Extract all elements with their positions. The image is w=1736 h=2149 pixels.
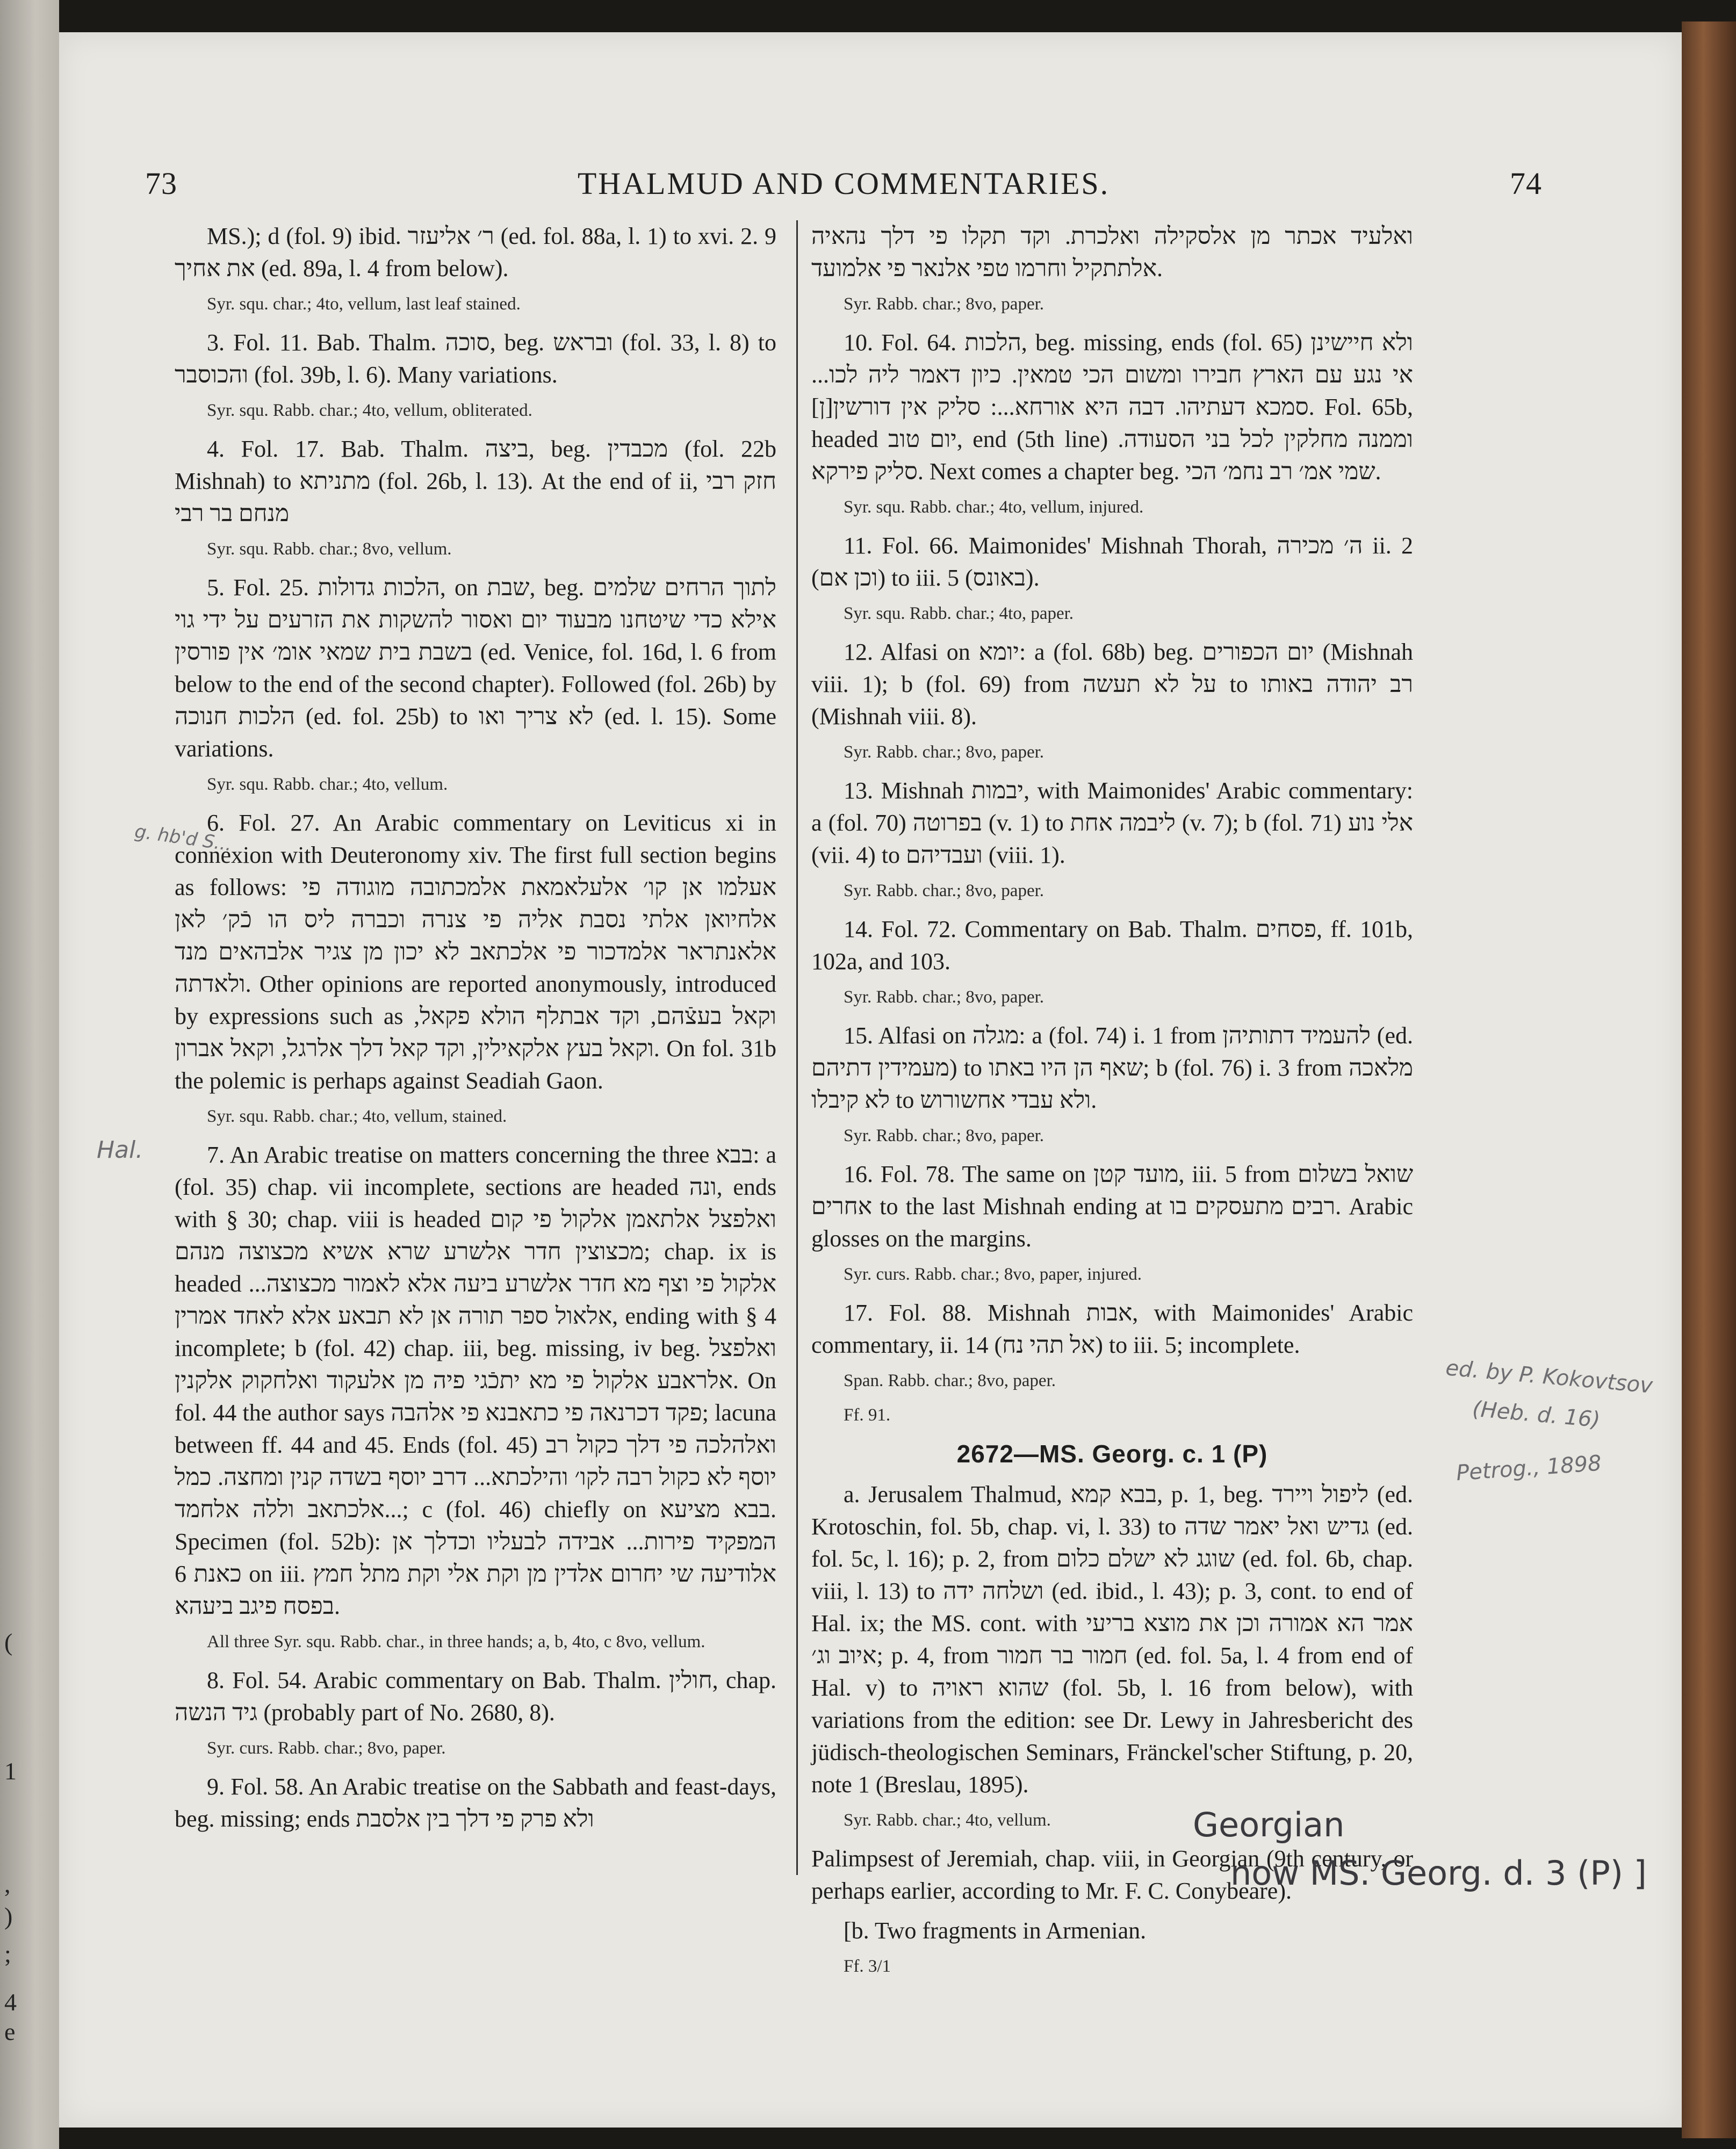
description-line: Syr. squ. Rabb. char.; 4to, vellum. — [207, 775, 448, 794]
description-line: Syr. squ. Rabb. char.; 4to, vellum, stained. — [207, 1107, 507, 1126]
right-page-number: 74 — [1510, 166, 1542, 201]
description-line: Syr. curs. Rabb. char.; 8vo, paper. — [207, 1739, 446, 1758]
edge-mark: , — [4, 1870, 11, 1898]
description-line: Ff. 3/1 — [844, 1957, 891, 1976]
entry-paragraph: 17. Fol. 88. Mishnah אבות, with Maimonides' Arabic commentary, ii. 14 (אל תהי נח) to iii. 5; incomplete. — [811, 1300, 1413, 1358]
margin-note-shelfmark: (Heb. d. 16) — [1471, 1396, 1601, 1433]
edge-mark: ( — [4, 1628, 13, 1656]
margin-note-place-year: Petrog., 1898 — [1455, 1451, 1602, 1486]
description-line: All three Syr. squ. Rabb. char., in three hands; a, b, 4to, c 8vo, vellum. — [207, 1632, 705, 1652]
entry-paragraph: Palimpsest of Jeremiah, chap. viii, in Georgian (9th century, or perhaps earlier, according to Mr. F. C. Conybeare). — [811, 1845, 1413, 1904]
entry-paragraph: 16. Fol. 78. The same on מועד קטן, iii. 5 from שואל בשלום אחרים to the last Mishnah ending at רבים מתעסקים בו. Arabic glosses on the margins. — [811, 1161, 1413, 1252]
description-line: Syr. squ. Rabb. char.; 4to, paper. — [844, 604, 1074, 623]
entry-paragraph: MS.); d (fol. 9) ibid. ר׳ אליעזר (ed. fol. 88a, l. 1) to xvi. 2. 9 את אחיך (ed. 89a, l. 4 from below). — [175, 223, 776, 282]
entry-paragraph: 12. Alfasi on יומא: a (fol. 68b) beg. יום הכפורים (Mishnah viii. 1); b (fol. 69) from על לא תעשה to רב יהודה באותו (Mishnah viii. 8). — [811, 639, 1414, 730]
page-title: THALMUD AND COMMENTARIES. — [577, 166, 1110, 201]
description-line: Syr. Rabb. char.; 8vo, paper. — [844, 1126, 1045, 1145]
entry-paragraph: 11. Fol. 66. Maimonides' Mishnah Thorah, ה׳ מכירה ii. 2 (וכן אם) to iii. 5 (באונס). — [811, 532, 1413, 591]
entry-paragraph: 7. An Arabic treatise on matters concerning the three בבא: a (fol. 35) chap. vii incomplete, sections are headed ונה, ends with § 30; chap. viii is headed ואלפצל אלתאמן אלקול פי קום מכצוצין חדר אלשרע שרא אשיא מכצוצה מנהם; chap. ix is headed אלקול פי וצף מא חדר אלשרע ביעה אלא לאמור מכצוצה... אלאול ספר תורה אן לא תבאע אלא לאחד אמרין, ending with § 4 incomplete; b (fol. 42) chap. iii, beg. missing, iv beg. ואלפצל אלראבע אלקול פי מא יתכֿגי פיה מן אלעקוד ואלחקוק אלקנין. On fol. 44 the author says פקד דכרנאה פי כתאבנא פי אלהבה; lacuna between ff. 44 and 45. Ends (fol. 45) ואלהלכה פי דלך כקול רב יוסף לא כקול רבה לקו׳ והילכתא... דרב יוסף בשדה קנין ומחצה. כמל אלכתאב וללה אלחמד...; c (fol. 46) chiefly on בבא מציעא. Specimen (fol. 52b): המפקיד פירות... אבידה לבעליו וכדלך אן כאנת 6 on iii. אלודיעה שי יחרום אלדין מן וקת אלי וקת מתל חמץ בפסח פיגב ביעהא. — [175, 1142, 777, 1619]
entry-paragraph: [b. Two fragments in Armenian. — [844, 1917, 1147, 1944]
description-line: Syr. squ. Rabb. char.; 8vo, vellum. — [207, 539, 452, 559]
running-header — [145, 165, 1542, 208]
left-column — [175, 220, 776, 1843]
book-spine — [1682, 21, 1736, 2138]
edge-mark: 4 — [4, 1988, 17, 2016]
left-page-number: 73 — [145, 166, 177, 201]
description-line: Syr. curs. Rabb. char.; 8vo, paper, injured. — [844, 1265, 1142, 1284]
right-column — [811, 220, 1413, 1989]
description-line: Span. Rabb. char.; 8vo, paper. — [844, 1371, 1056, 1390]
edge-mark: e — [4, 2018, 16, 2045]
entry-heading: 2672—MS. Georg. c. 1 (P) — [956, 1440, 1268, 1468]
handwritten-georgian: Georgian — [1193, 1805, 1345, 1844]
entry-paragraph: 13. Mishnah יבמות, with Maimonides' Arabic commentary: a (fol. 70) בפרוטה (v. 1) to ליבמה אחת (v. 7); b (fol. 71) אלי נוע (vii. 4) to ועבדיהם (viii. 1). — [811, 777, 1413, 868]
description-line: Syr. Rabb. char.; 8vo, paper. — [844, 881, 1045, 900]
edge-mark: ) — [4, 1902, 13, 1930]
description-line: Syr. Rabb. char.; 8vo, paper. — [844, 987, 1045, 1007]
entry-paragraph: 10. Fol. 64. הלכות, beg. missing, ends (fol. 65) ולא חיישינן אי נגע עם הארץ חבירו ומשום הכי טמאין. כיון דאמר ליה לכו... סמכא דעתיהו. דבה היא אורחא...: סליק אין דורשין[ן]. Fol. 65b, headed יום טוב, end (5th line) וממנה מחלקין לכל בני הסעודה. סליק פירקא. Next comes a chapter beg. שמי אמ׳ רב נחמ׳ הכי. — [811, 329, 1414, 485]
entry-paragraph: a. Jerusalem Thalmud, בבא קמא, p. 1, beg. ליפול ויירד (ed. Krotoschin, fol. 5b, chap. vi, l. 33) to גדיש ואל יאמר שדה (ed. fol. 5c, l. 16); p. 2, from שוגג לא ישלם כלום (ed. fol. 6b, chap. viii, l. 13) to ושלחה ידה (ed. ibid., l. 43); p. 3, cont. to end of Hal. ix; the MS. cont. with אמר הא אמורה וכן את מוצא בריעי איוב וג׳; p. 4, from חמור בר חמור (ed. fol. 5a, l. 4 from end of Hal. v) to שהוא ראויה (fol. 5b, l. 16 from below), with variations from the edition: see Dr. Lewy in Jahresbericht des jüdisch-theologischen Seminars, Fränckel'scher Stiftung, p. 20, note 1 (Breslau, 1895). — [811, 1481, 1413, 1798]
column-divider — [796, 220, 798, 1875]
description-line: Syr. squ. Rabb. char.; 4to, vellum, obliterated. — [207, 401, 532, 420]
entry-paragraph: ואלעיד אכתר מן אלסקילה ואלכרת. וקד תקלו פי דלך נהאיה אלתתקיל וחרמו טפי אלנאר פי אלמועד. — [811, 223, 1413, 282]
description-line: Syr. Rabb. char.; 4to, vellum. — [844, 1811, 1051, 1830]
description-line: Syr. squ. Rabb. char.; 4to, vellum, injured. — [844, 497, 1144, 517]
entry-paragraph: 6. Fol. 27. An Arabic commentary on Leviticus xi in connexion with Deuteronomy xiv. The first full section begins as follows: אעלמו אן קו׳ אלעלאמאת אלמכתובה מוגודה פי אלחיואן אלתי נסבת אליה פי צנרה וכברה ליס הו כֿק׳ לאן אלאנתראר אלמדכור פי אלכתאב לא יכון מן צגיר אלבהאים מנד ולאדתה. Other opinions are reported anonymously, introduced by expressions such as וקאל בעצֿהם, וקד אבתלף הולא פקאל, וקאל בעץ אלקאילין, וקד קאל דלך אלרגל, וקאל אברון. On fol. 31b the polemic is perhaps against Seadiah Gaon. — [175, 810, 777, 1094]
entry-paragraph: 3. Fol. 11. Bab. Thalm. סוכה, beg. ובראש (fol. 33, l. 8) to והכוסבר (fol. 39b, l. 6). Many variations. — [175, 329, 777, 388]
margin-note-hal: Hal. — [97, 1136, 143, 1164]
description-line: Syr. Rabb. char.; 8vo, paper. — [844, 742, 1045, 762]
handwritten-new-shelfmark: now MS. Georg. d. 3 (P) ] — [1230, 1854, 1647, 1893]
margin-note-top: g. hb'd S... — [133, 820, 233, 856]
edge-mark: ; — [4, 1940, 11, 1967]
entry-paragraph: 5. Fol. 25. הלכות גדולות, on שבת, beg. לתוך הרחים שלמים אילא כדי שיטחנו מבעוד יום ואסור להשקות את הזרעים על ידי גוי בשבת בית שמאי אומ׳ אין פורסין (ed. Venice, fol. 16d, l. 6 from below to the end of the second chapter). Followed (fol. 26b) by הלכות חנוכה (ed. fol. 25b) to לא צריך ואו (ed. l. 15). Some variations. — [175, 574, 777, 762]
margin-note-editor: ed. by P. Kokovtsov — [1444, 1355, 1654, 1398]
entry-paragraph: 15. Alfasi on מגלה: a (fol. 74) i. 1 from להעמיד דתותיהן (ed. מעמידין דתיהם) to שאף הן היו באתו; b (fol. 76) i. 3 from מלאכה לא קיבלו to ולא עבדי אחשורוש. — [811, 1022, 1413, 1113]
edge-mark: 1 — [4, 1757, 17, 1785]
description-line: Syr. squ. char.; 4to, vellum, last leaf stained. — [207, 294, 521, 314]
left-edge-marks — [0, 0, 59, 2149]
entry-paragraph: 8. Fol. 54. Arabic commentary on Bab. Thalm. חולין, chap. גיד הנשה (probably part of No. 2680, 8). — [175, 1667, 776, 1726]
entry-paragraph: 14. Fol. 72. Commentary on Bab. Thalm. פסחים, ff. 101b, 102a, and 103. — [811, 916, 1413, 975]
description-line: Ff. 91. — [844, 1405, 891, 1425]
entry-paragraph: 4. Fol. 17. Bab. Thalm. ביצה, beg. מכבדין (fol. 22b Mishnah) to מתניתא (fol. 26b, l. 13). At the end of ii, חזק רבי מנחם בר רבי — [175, 436, 776, 527]
entry-paragraph: 9. Fol. 58. An Arabic treatise on the Sabbath and feast-days, beg. missing; ends ולא פרק פי דלך בין אלסבת — [175, 1773, 776, 1832]
description-line: Syr. Rabb. char.; 8vo, paper. — [844, 294, 1045, 314]
